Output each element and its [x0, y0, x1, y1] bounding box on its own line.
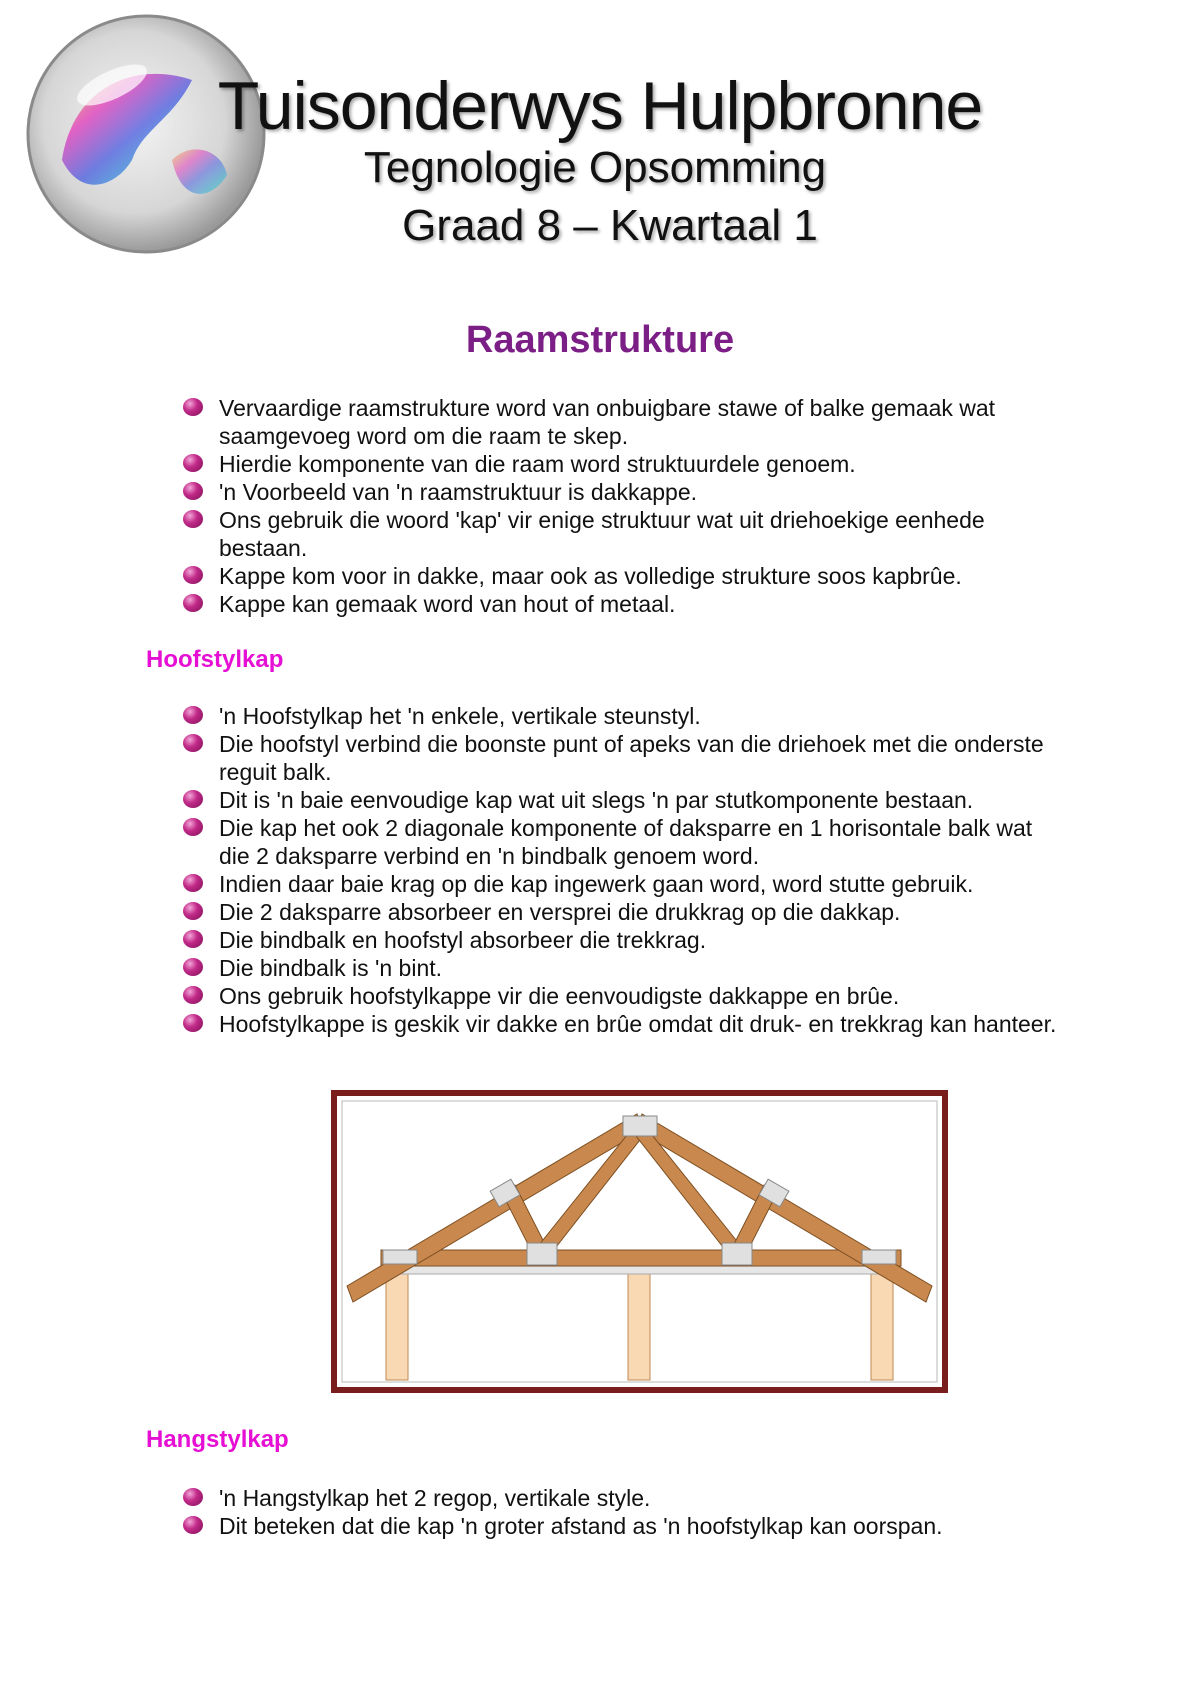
section-title: Raamstrukture: [465, 319, 735, 361]
hoofstylkap-bullet-list: [0, 702, 1200, 1038]
left-heel-gusset-plate: [383, 1250, 417, 1264]
list-item: Kappe kom voor in dakke, maar ook as volledige strukture soos kapbrûe.: [0, 562, 1200, 590]
apex-gusset-plate: [623, 1116, 657, 1136]
list-item: Kappe kan gemaak word van hout of metaal.: [0, 590, 1200, 618]
bullet-icon: [183, 1488, 203, 1506]
list-item: 'n Hoofstylkap het 'n enkele, vertikale steunstyl.: [0, 702, 1200, 730]
list-item: Ons gebruik hoofstylkappe vir die eenvoudigste dakkappe en brûe.: [0, 982, 1200, 1010]
bullet-icon: [183, 706, 203, 724]
roof-truss-diagram: [331, 1090, 948, 1393]
center-wall-post: [628, 1273, 650, 1380]
hoofstylkap-heading: Hoofstylkap: [146, 646, 284, 673]
list-item: Ons gebruik die woord 'kap' vir enige struktuur wat uit driehoekige eenhede bestaan.: [0, 506, 1200, 562]
list-item: Hierdie komponente van die raam word struktuurdele genoem.: [0, 450, 1200, 478]
bullet-icon: [183, 566, 203, 584]
bullet-icon: [183, 482, 203, 500]
bullet-icon: [183, 1516, 203, 1534]
list-item: Die bindbalk en hoofstyl absorbeer die trekkrag.: [0, 926, 1200, 954]
header-grade: Graad 8 – Kwartaal 1: [402, 201, 818, 250]
left-bottom-gusset-plate: [527, 1243, 557, 1265]
bullet-icon: [183, 734, 203, 752]
bullet-icon: [183, 902, 203, 920]
list-item: Die kap het ook 2 diagonale komponente of daksparre en 1 horisontale balk wat die 2 daksparre verbind en 'n bindbalk genoem word.: [0, 814, 1200, 870]
list-item: Dit beteken dat die kap 'n groter afstand as 'n hoofstylkap kan oorspan.: [0, 1512, 1200, 1540]
list-item: Hoofstylkappe is geskik vir dakke en brûe omdat dit druk- en trekkrag kan hanteer.: [0, 1010, 1200, 1038]
bullet-icon: [183, 874, 203, 892]
bullet-icon: [183, 790, 203, 808]
bullet-icon: [183, 398, 203, 416]
bullet-icon: [183, 958, 203, 976]
list-item: 'n Hangstylkap het 2 regop, vertikale style.: [0, 1484, 1200, 1512]
bullet-icon: [183, 594, 203, 612]
bullet-icon: [183, 1014, 203, 1032]
list-item: Die bindbalk is 'n bint.: [0, 954, 1200, 982]
hangstylkap-heading: Hangstylkap: [146, 1426, 289, 1453]
bullet-icon: [183, 986, 203, 1004]
bullet-icon: [183, 930, 203, 948]
intro-bullet-list: [0, 394, 1200, 618]
bullet-icon: [183, 454, 203, 472]
list-item: Vervaardige raamstrukture word van onbuigbare stawe of balke gemaak wat saamgevoeg word om die raam te skep.: [0, 394, 1200, 450]
bottom-chord-tie-beam: [381, 1250, 901, 1266]
right-heel-gusset-plate: [862, 1250, 896, 1264]
list-item: Die hoofstyl verbind die boonste punt of apeks van die driehoek met die onderste reguit balk.: [0, 730, 1200, 786]
bullet-icon: [183, 510, 203, 528]
header-subtitle: Tegnologie Opsomming: [363, 143, 827, 192]
hangstylkap-bullet-list: [0, 1484, 1200, 1540]
header-title: Tuisonderwys Hulpbronne: [217, 68, 983, 144]
list-item: 'n Voorbeeld van 'n raamstruktuur is dakkappe.: [0, 478, 1200, 506]
left-wall-post: [386, 1273, 408, 1380]
bullet-icon: [183, 818, 203, 836]
list-item: Dit is 'n baie eenvoudige kap wat uit slegs 'n par stutkomponente bestaan.: [0, 786, 1200, 814]
list-item: Die 2 daksparre absorbeer en versprei die drukkrag op die dakkap.: [0, 898, 1200, 926]
right-bottom-gusset-plate: [722, 1243, 752, 1265]
list-item: Indien daar baie krag op die kap ingewerk gaan word, word stutte gebruik.: [0, 870, 1200, 898]
right-wall-post: [871, 1273, 893, 1380]
